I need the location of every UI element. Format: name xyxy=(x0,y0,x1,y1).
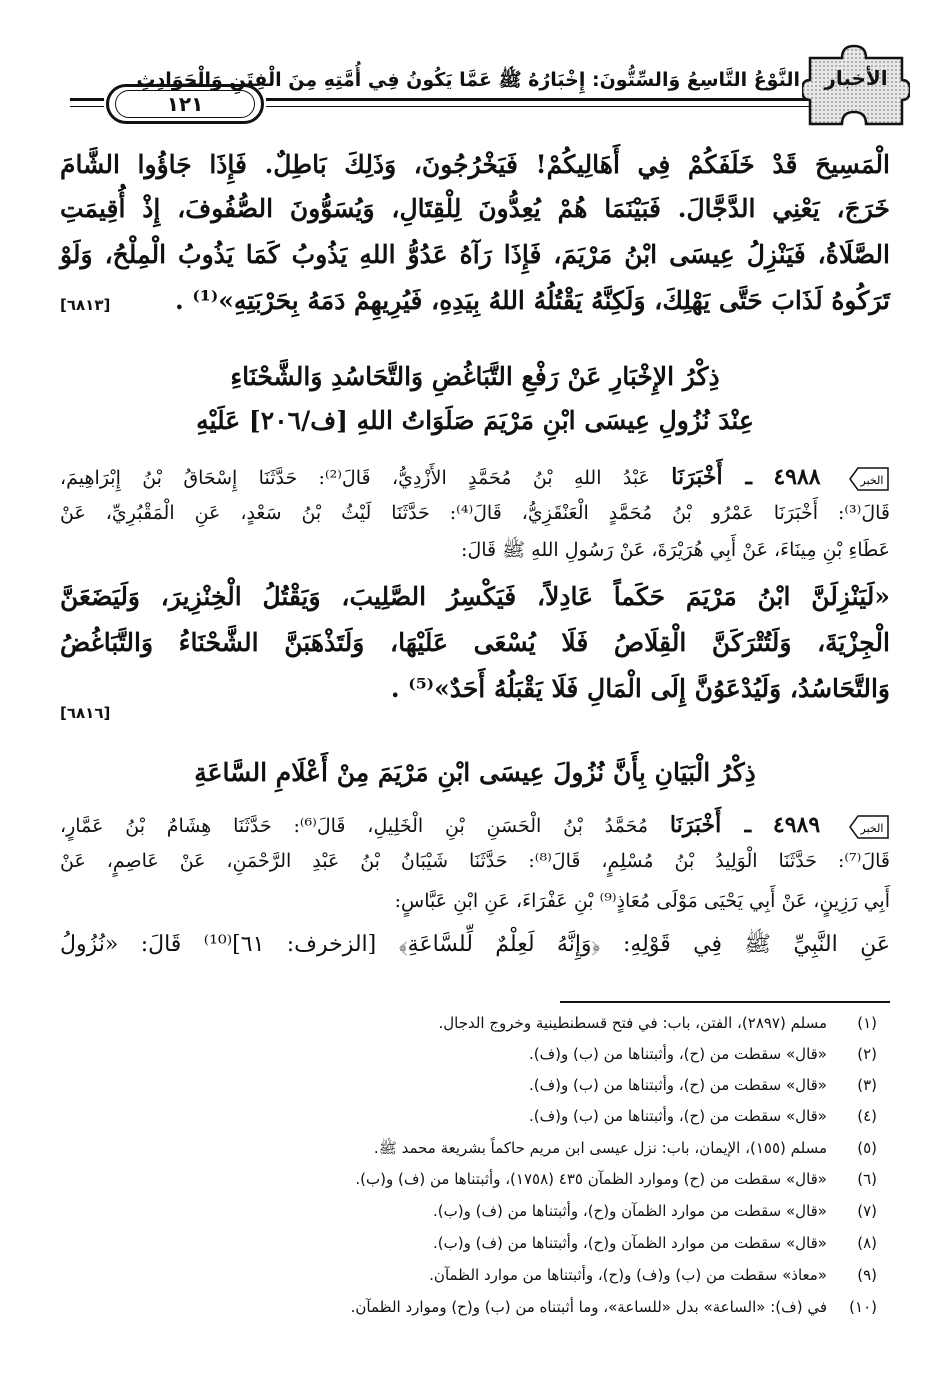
isnad-line: أَبِي رَزِينٍ، عَنْ أَبِي يَحْيَى مَوْلَى مُعَاذٍ⁽⁹⁾ بْنِ عَفْرَاءَ، عَنِ ابْنِ عَبَّاسٍ: xyxy=(394,890,890,912)
footnote xyxy=(57,1170,877,1188)
hadith-marker-icon xyxy=(848,814,890,840)
chapter-title: النَّوْعُ التَّاسِعُ وَالسِّتُّونَ: إِخْبَارُهُ ﷺ عَمَّا يَكُونُ فِي أُمَّتِهِ مِنَ الْفِتَنِ وَالْحَوَادِثِ xyxy=(136,69,800,91)
footnote-number: (٥) xyxy=(857,1139,877,1157)
footnote-text: في (ف): «الساعة» بدل «للساعة»، وما أثبتناه من (ب) و(ح) وموارد الظمآن. xyxy=(350,1298,827,1316)
heading-line: ذِكْرُ الْبَيَانِ بِأَنَّ نُزُولَ عِيسَى ابْنِ مَرْيَمَ مِنْ أَعْلَامِ السَّاعَةِ xyxy=(194,758,756,787)
isnad-line: عَطَاءِ بْنِ مِينَاءَ، عَنْ أَبِي هُرَيْرَةَ، عَنْ رَسُولِ اللهِ ﷺ قَالَ: xyxy=(461,539,890,561)
header-rule-left xyxy=(70,98,104,101)
footnote xyxy=(57,1266,877,1284)
hadith-isnad-first-line xyxy=(60,464,890,492)
hadith-4989 xyxy=(60,806,890,996)
footnote-number: (٩) xyxy=(857,1266,877,1284)
footnote xyxy=(57,1107,877,1125)
hadith-marker-icon xyxy=(848,466,890,492)
footnote xyxy=(57,1202,877,1220)
continuation-text xyxy=(60,150,890,330)
footnote-text: مسلم (١٥٥)، الإيمان، باب: نزل عيسى ابن مريم حاكماً بشريعة محمد ﷺ. xyxy=(373,1139,827,1157)
footnote-text: «قال» سقطت من (ح)، وأثبتناها من (ب) و(ف). xyxy=(528,1076,827,1094)
isnad-text: عَبْدُ اللهِ بْنُ مُحَمَّدٍ الأَزْدِيُّ، قَالَ⁽²⁾: حَدَّثَنَا إِسْحَاقُ بْنُ إِبْرَاهِيمَ، xyxy=(60,467,650,489)
footnote-text: «قال» سقطت من موارد الظمآن و(ح)، وأثبتناها من (ف) و(ب). xyxy=(433,1234,827,1252)
footnote xyxy=(57,1014,877,1032)
heading-line: ذِكْرُ الإِخْبَارِ عَنْ رَفْعِ التَّبَاغُضِ وَالتَّحَاسُدِ وَالشَّحْنَاءِ xyxy=(230,362,720,391)
isnad-line: قَالَ⁽⁷⁾: حَدَّثَنَا الْوَلِيدُ بْنُ مُسْلِمٍ، قَالَ⁽⁸⁾: حَدَّثَنَا شَيْبَانُ بْنُ عَبْدِ الرَّحْمَنِ، عَنْ عَاصِمٍ، عَنْ xyxy=(60,850,890,872)
footnote-text: «معاذ» سقطت من (ب) و(ف) و(ح)، وأثبتناها من موارد الظمآن. xyxy=(429,1266,827,1284)
matn-line: وَالتَّحَاسُدُ، وَلَيُدْعَوُنَّ إِلَى الْمَالِ فَلَا يَقْبَلُهُ أَحَدٌ»⁽⁵⁾ . xyxy=(390,674,890,703)
footnote-number: (٢) xyxy=(857,1045,877,1063)
hadith-marker-label: الخبر xyxy=(860,822,884,835)
hadith-number: ٤٩٨٨ xyxy=(773,464,821,490)
heading-line: عِنْدَ نُزُولِ عِيسَى ابْنِ مَرْيَمَ صَلَوَاتُ اللهِ [ف/٢٠٦] عَلَيْهِ xyxy=(196,406,754,435)
footnote-number: (٤) xyxy=(857,1107,877,1125)
matn-line: الْجِزْيَةَ، وَلَتُتْرَكَنَّ الْقِلَاصُ فَلَا يُسْعَى عَلَيْهَا، وَلَتَذْهَبَنَّ الشَّحْنَاءُ وَالتَّبَاغُضُ xyxy=(60,628,890,657)
matn-line: «لَيَنْزِلَنَّ ابْنُ مَرْيَمَ حَكَماً عَادِلاً، فَيَكْسِرُ الصَّلِيبَ، وَيَقْتُلُ الْخِنْزِيرَ، وَلَيَضَعَنَّ xyxy=(60,582,890,611)
section-heading xyxy=(60,758,890,802)
footnote-text: «قال» سقطت من موارد الظمآن و(ح)، وأثبتناها من (ف) و(ب). xyxy=(433,1202,827,1220)
footnote xyxy=(57,1139,877,1161)
text-line: خَرَجَ، يَعْنِي الدَّجَّالَ. فَبَيْنَمَا هُمْ يُعِدُّونَ لِلْقِتَالِ، وَيُسَوُّونَ الصُّفُوفَ، إِذْ أُقِيمَتِ xyxy=(60,194,890,223)
text-line: الصَّلَاةُ، فَيَنْزِلُ عِيسَى ابْنُ مَرْيَمَ، فَإِذَا رَآهُ عَدُوُّ اللهِ يَذُوبُ كَمَا يَذُوبُ الْمِلْحُ، وَلَوْ xyxy=(60,240,890,269)
hadith-number: ٤٩٨٩ xyxy=(772,812,821,838)
footnote-text: «قال» سقطت من (ح) وموارد الظمآن ٤٣٥ (١٧٥٨)، وأثبتناها من (ف) و(ب). xyxy=(355,1170,827,1188)
header-rule-right-thin xyxy=(266,106,826,107)
footnote xyxy=(57,1234,877,1252)
isnad-line: قَالَ⁽³⁾: أَخْبَرَنَا عَمْرُو بْنُ مُحَمَّدٍ الْعَنْقَزِيُّ، قَالَ⁽⁴⁾: حَدَّثَنَا لَيْثُ بْنُ سَعْدٍ، عَنِ الْمَقْبُرِيِّ، عَنْ xyxy=(60,502,890,524)
footnote-number: (٦) xyxy=(857,1170,877,1188)
hadith-lead: ـ أَخْبَرَنَا xyxy=(671,464,752,490)
hadith-reference: [٦٨١٣] xyxy=(60,296,111,314)
header-rule-right xyxy=(266,98,826,101)
footnote xyxy=(57,1045,877,1063)
hadith-lead: ـ أَخْبَرَنَا xyxy=(669,812,752,838)
section-heading xyxy=(60,362,890,452)
hadith-reference: [٦٨١٦] xyxy=(60,704,111,722)
footnote-number: (٧) xyxy=(857,1202,877,1220)
footnote-number: (٨) xyxy=(857,1234,877,1252)
footnote-number: (٣) xyxy=(857,1076,877,1094)
hadith-isnad-first-line xyxy=(60,812,890,840)
footnote xyxy=(57,1298,877,1316)
hadith-4988 xyxy=(60,456,890,746)
footnote-number: (١) xyxy=(857,1014,877,1032)
footnote-number: (١٠) xyxy=(849,1298,877,1316)
section-badge xyxy=(802,40,910,130)
footnote-text: مسلم (٢٨٩٧)، الفتن، باب: في فتح قسطنطينية وخروج الدجال. xyxy=(438,1014,827,1032)
footnote-text: «قال» سقطت من (ح)، وأثبتناها من (ب) و(ف). xyxy=(528,1045,827,1063)
page-header xyxy=(70,40,910,132)
isnad-text: مُحَمَّدُ بْنُ الْحَسَنِ بْنِ الْخَلِيلِ، قَالَ⁽⁶⁾: حَدَّثَنَا هِشَامُ بْنُ عَمَّارٍ، xyxy=(60,815,649,837)
header-rule-left-thin xyxy=(70,106,104,107)
footnote-separator xyxy=(560,1001,890,1003)
footnote xyxy=(57,1076,877,1094)
text-line: الْمَسِيحَ قَدْ خَلَفَكُمْ فِي أَهَالِيكُمْ! فَيَخْرُجُونَ، وَذَلِكَ بَاطِلٌ. فَإِذَا جَاؤُوا الشَّامَ xyxy=(60,150,890,179)
hadith-marker-label: الخبر xyxy=(860,474,884,487)
text-line: تَرَكُوهُ لَذَابَ حَتَّى يَهْلِكَ، وَلَكِنَّهُ يَقْتُلُهُ اللهُ بِيَدِهِ، فَيُرِيهِمْ دَمَهُ بِحَرْبَتِهِ»⁽¹⁾ . xyxy=(175,286,890,315)
page-number: ١٢١ xyxy=(115,90,255,118)
footnote-text: «قال» سقطت من (ح)، وأثبتناها من (ب) و(ف). xyxy=(528,1107,827,1125)
badge-label: الأخبار xyxy=(824,66,888,90)
matn-line: عَنِ النَّبِيِّ ﷺ فِي قَوْلِهِ: ﴿وَإِنَّهُ لَعِلْمٌ لِّلسَّاعَةِ﴾ [الزخرف: ٦١]⁽¹⁰⁾ قَالَ: «نُزُولُ xyxy=(60,932,890,957)
